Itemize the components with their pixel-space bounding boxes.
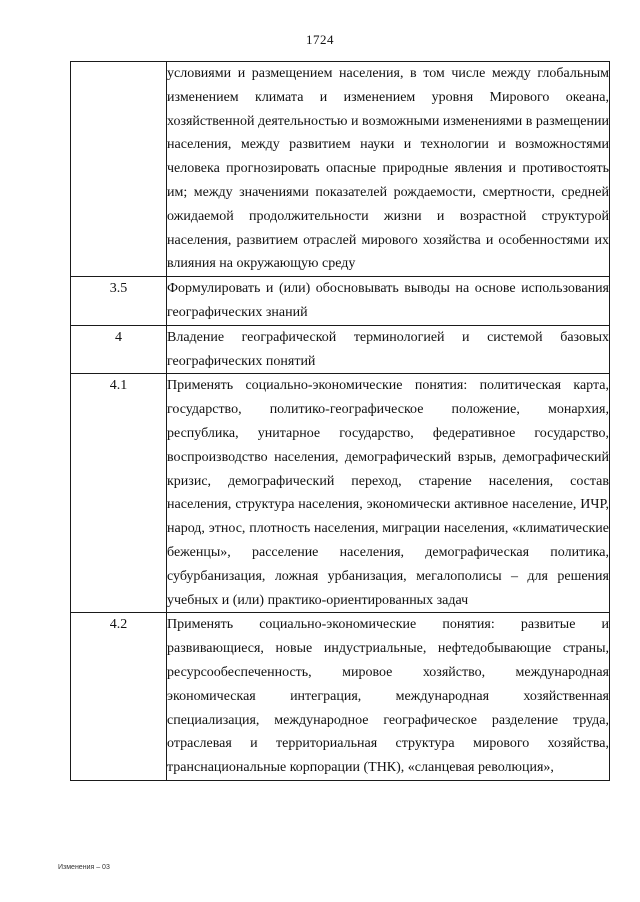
row-text-cell <box>167 613 610 781</box>
row-text-cell <box>167 277 610 326</box>
row-code: 4.1 <box>71 374 167 613</box>
row-text: Применять социально-экономические понятия: политическая карта, государство, политико-географическое положение, монархия, республика, унитарное государство, федеративное государство, воспроизводство населения, демографический взрыв, демографический кризис, демографический переход, старение населения, состав населения, структура населения, экономически активное население, ИЧР, народ, этнос, плотность населения, миграции населения, «климатические беженцы», расселение населения, демографическая политика, субурбанизация, ложная урбанизация, мегалополисы – для решения учебных и (или) практико-ориентированных задач <box>167 378 609 608</box>
table-row <box>71 277 610 326</box>
requirements-table <box>70 61 610 781</box>
table-row <box>71 374 610 613</box>
footer-note: Изменения – 03 <box>58 864 110 871</box>
row-code: 4 <box>71 325 167 374</box>
table-row <box>71 325 610 374</box>
row-text: Владение географической терминологией и системой базовых географических понятий <box>167 329 609 369</box>
row-text: Применять социально-экономические понятия: развитые и развивающиеся, новые индустриальные, нефтедобывающие страны, ресурсообеспеченность, мировое хозяйство, международная экономическая интеграция, международная хозяйственная специализация, международное географическое разделение труда, отраслевая и территориальная структура мирового хозяйства, транснациональные корпорации (ТНК), «сланцевая революция», <box>167 617 609 776</box>
row-code <box>71 62 167 277</box>
row-code: 4.2 <box>71 613 167 781</box>
row-text-cell <box>167 62 610 277</box>
table-row <box>71 613 610 781</box>
row-text: Формулировать и (или) обосновывать выводы на основе использования географических знаний <box>167 281 609 320</box>
row-text-cell <box>167 374 610 613</box>
row-text: условиями и размещением населения, в том числе между глобальным изменением климата и изменением уровня Мирового океана, хозяйственной деятельностью и возможными изменениями в размещении населения, между развитием науки и технологии и возможностями человека прогнозировать опасные природные явления и противостоять им; между значениями показателей рождаемости, смертности, средней ожидаемой продолжительности жизни и возрастной структурой населения, развитием отраслей мирового хозяйства и особенностями их влияния на окружающую среду <box>167 66 609 272</box>
page-number: 1724 <box>306 32 334 47</box>
table-row <box>71 62 610 277</box>
row-code: 3.5 <box>71 277 167 326</box>
row-text-cell <box>167 325 610 374</box>
